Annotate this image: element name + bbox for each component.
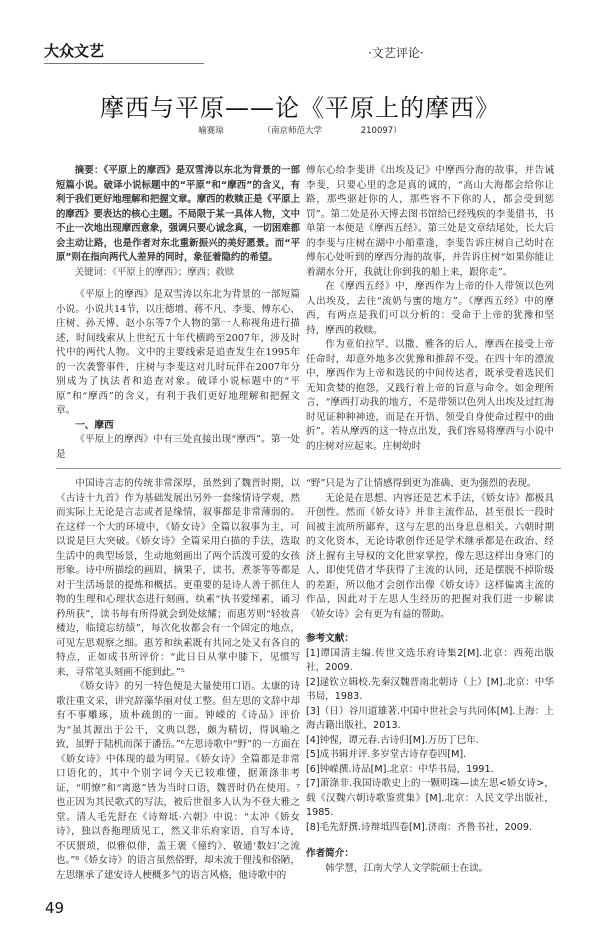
lower-section: [56, 477, 554, 883]
page-number: 49: [45, 899, 65, 917]
journal-name: 大众文艺: [44, 40, 204, 64]
lower-right-column: [306, 477, 554, 876]
reference-item: [1]谭国清主编.传世文选乐府诗集2[M].北京：西苑出版社，2009.: [306, 647, 554, 673]
postcode: 210097）: [360, 126, 402, 136]
references-title: 参考文献：: [306, 633, 354, 644]
divider: [56, 468, 561, 469]
author-bio: 韩学慧，江南大学人文学院硕士在读。: [325, 862, 489, 874]
paragraph: 中国诗言志的传统非常深厚，虽然到了魏晋时期，以《古诗十九首》作为基础发展出另外一套缘情诗学观，然而实际上无论是言志或者是缘情，叙事都是非常薄弱的。在这样一个大的环境中，《娇女诗》全篇以叙事为主，可以说是巨大突破。《娇女诗》全篇采用白描的手法，选取生活中的典型场景，生动地刻画出了两个活泼可爱的女孩形象。诗中所描绘的画眉，摘果子，读书，煮茶等等都是对于生活场景的提炼和概括。更重要的是诗人善于抓住人物的生理和心理状态进行刻画，纨素“执书爱绨素，诵习矜所获”，读书每有所得就会到处炫耀；而惠芳则“轻妆喜楼边，临镜忘纺绩”，每次化妆都会有一个固定的地点，可见左思观察之细。惠芳和纨素既有共同之处又有各自的特点，正如成书所评价：“此日日从掌中膝下，见惯写来，寻常笔头刻画不能到此。”⁵: [56, 478, 300, 678]
author-bio-title: 作者简介：: [306, 848, 354, 859]
paragraph: 作为亚伯拉罕、以撒、雅各的后人，摩西在接受上帝任命时，却意外地多次犹豫和推辞不受。在四十年的漂流中，摩西作为上帝和选民的中间传达者，既承受着选民们无知贪婪的抱怨，又践行着上帝的旨意与命令。如金理所言，“摩西打动我的地方，不是带领以色列人出埃及过红海时见证种种神迹，而是在开悟、领受自身使命过程中的曲折”。若从摩西的这一特点出发，我们容易将摩西与小说中的庄树对应起来。庄树幼时: [306, 339, 554, 452]
section-label: ·文艺评论·: [368, 46, 424, 60]
reference-item: [5]成书辑并评.多岁堂古诗存卷四[M].: [306, 749, 467, 760]
article-body: [45, 0, 554, 947]
paragraph: “野”只是为了让情感得到更为准确、更为强烈的表现。: [306, 478, 537, 489]
reference-item: [4]钟惺，谭元春.古诗归[M].万历丁巳年.: [306, 734, 479, 746]
paragraph: 《平原上的摩西》是双雪涛以东北为背景的一部短篇小说。小说共14节，以庄德增、蒋不凡、李斐、傅东心、庄树、孙天博、赵小东等7个人物的第一人称视角进行描述，时间线索从上世纪五十年代横跨至2007年，涉及时代中的两代人物。文中的主要线索是追查发生在1995年的一次袭警事件，庄树与李斐这对儿时玩伴在2007年分别成为了执法者和追查对象。破译小说标题中的“平原”和“摩西”的含义，有利于我们更好地理解和把握文章。: [56, 289, 300, 416]
section-heading: 一、摩西: [75, 419, 114, 431]
reference-item: [6]钟嵘撰.诗品[M].北京：中华书局，1991.: [306, 763, 494, 775]
reference-item: [8]毛先舒撰.诗辩坻四卷[M].济南：齐鲁书社，2009.: [306, 821, 533, 833]
lower-left-column: [56, 477, 300, 883]
keywords: 关键词：《平原上的摩西》；摩西；救赎: [74, 266, 235, 278]
paragraph: 傅东心给李斐讲《出埃及记》中摩西分海的故事，并告诫李斐，只要心里的念是真的诚的，“高山大海都会给你让路，那些驱赶你的人，那些容不下你的人，都会受到惩罚”。第二处是孙天博去图书馆给已经残疾的李斐借书，书单第一本便是《摩西五经》。第三处是文章结尾处，长大后的李斐与庄树在湖中小船重逢，李斐告诉庄树自己幼时在傅东心处听到的摩西分海的故事，并告诉庄树“如果你能让着湖水分开，我就让你到我的船上来，跟你走”。: [306, 165, 554, 278]
upper-left-column: [56, 164, 300, 462]
affiliation: （南京师范大学: [262, 126, 323, 136]
abstract: 摘要：《平原上的摩西》是双雪涛以东北为背景的一部短篇小说。破译小说标题中的“平原”和“摩西”的含义，有利于我们更好地理解和把握文章。摩西的救赎正是《平原上的摩西》要表达的核心主题。不局限于某一具体人物，文中不止一次地出现摩西意象，强调只要心诚念真，一切困难都会主动让路，也是作者对东北重新振兴的美好愿景。而“平原”则在指向两代人差异的同时，象征着隐约的希望。: [56, 165, 300, 263]
article-title: 摩西与平原——论《平原上的摩西》: [100, 94, 500, 122]
upper-section: [56, 164, 554, 462]
upper-right-column: [306, 164, 554, 454]
paragraph: 《平原上的摩西》中有三处直接出现“摩西”。第一处是: [56, 434, 300, 460]
paragraph: 无论是在思想、内容还是艺术手法，《娇女诗》都极具开创性。然而《娇女诗》并非主流作品，甚至很长一段时间被主流所所鄙弃，这与左思的出身息息相关。六朝时期的文化资本，无论诗歌创作还是学术继承都是在政治、经济上握有主导权的文化世家掌控，像左思这样出身寒门的人，即使凭借才华获得了主流的认同，还是摆脱不掉阶级的差距，所以他才会创作出像《娇女诗》这样偏离主流的作品，因此对于左思人生经历的把握对我们进一步解读《娇女诗》会有更为有益的帮助。: [306, 492, 554, 620]
reference-item: [2]逯钦立辑校.先秦汉魏晋南北朝诗（上）[M].北京：中华书局，1983.: [306, 676, 554, 702]
paragraph: 《娇女诗》的另一特色便是大量使用口语。太康的诗歌注重文采，讲究辞藻华丽对仗工整。但左思的文辞中却有不事雕琢，质朴疏朗的一面。钟嵘的《诗品》评价为“虽其源出于公干，文典以怨，颇为精切，得讽喻之致，虽野于陆机而深于潘岳。”⁶左思诗歌中“野”的一方面在《娇女诗》中体现的最为明显。《娇女诗》全篇都是非常口语化的，其中个别字词今天已较难懂，据萧涤非考证，“明憭”和“离逖”皆为当时口语，魏晋时仍在使用。⁷也正因为其民歌式的写法，被后世很多人认为不登大雅之堂。清人毛先舒在《诗辩坻·六朝》中说：“太冲《娇女诗》，独以沓拖理质见工，然又非乐府家语，自写本诗，不厌猥琐，似雅似俳，盖王褒《僮约》、敬通‘数妇’之流也。”⁸《娇女诗》的语言虽然俗野，却未流于俚浅和俗陋，左思继承了建安诗人梗概多气的语言风格，他诗歌中的: [56, 681, 301, 881]
reference-item: [7]萧涤非.我国诗歌史上的一颗明珠—读左思<娇女诗>，载《汉魏六朝诗歌鉴赏集》[M].北京：人民文学出版社，1985.: [306, 778, 554, 818]
paragraph: 在《摩西五经》中，摩西作为上帝的仆人带领以色列人出埃及，去往“流奶与蜜的地方”。《摩西五经》中的摩西，有两点是我们可以分析的：受命于上帝的犹豫和坚持，摩西的救赎。: [306, 281, 554, 336]
reference-item: [3]（日）谷川道雄著.中国中世社会与共同体[M].上海：上海古籍出版社，2013.: [306, 705, 554, 731]
references: [306, 632, 554, 876]
author-name: 喻赛琼: [198, 126, 224, 136]
